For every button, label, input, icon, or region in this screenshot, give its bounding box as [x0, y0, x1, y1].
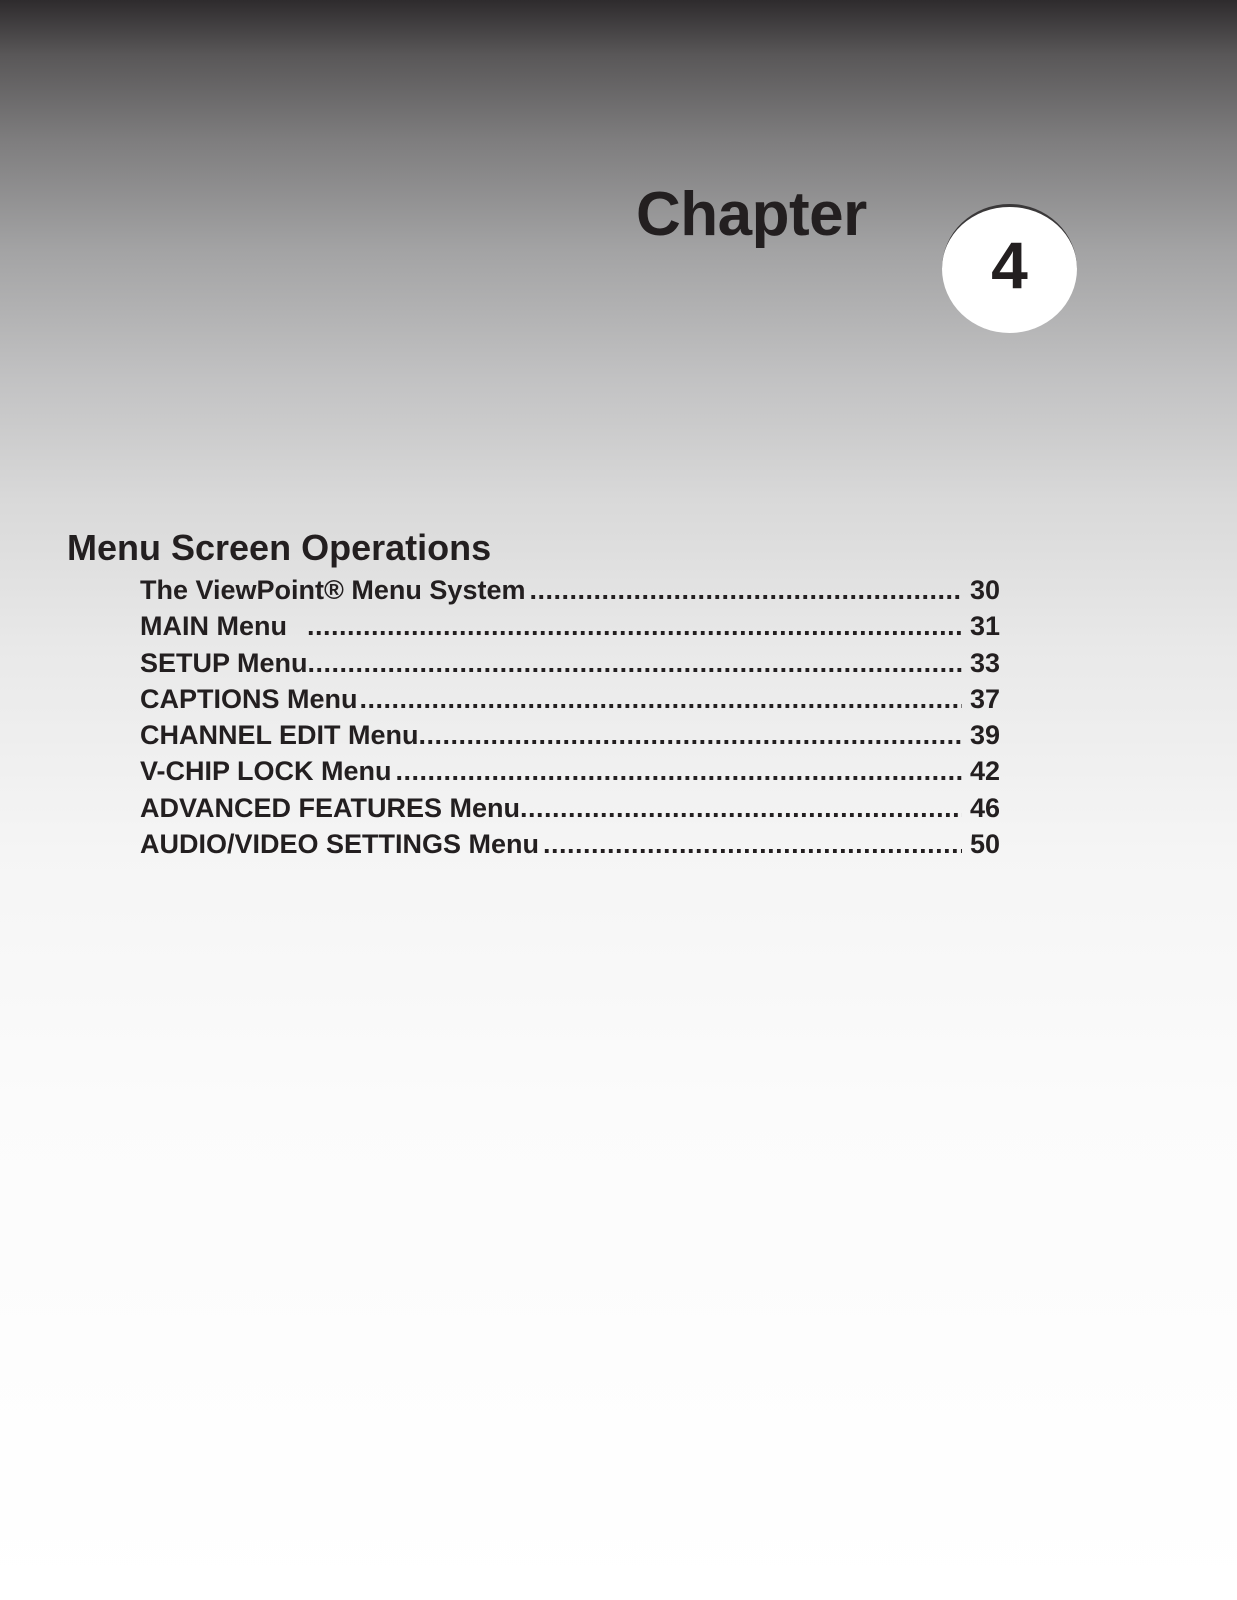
- toc-entry-title: MAIN Menu: [140, 611, 287, 642]
- toc-entry-title: CAPTIONS Menu: [140, 683, 358, 714]
- toc-entry-title: AUDIO/VIDEO SETTINGS Menu: [140, 829, 540, 860]
- toc-dot-leader: [308, 645, 962, 681]
- toc-dot-leader: [360, 681, 962, 717]
- toc-entry-title: The ViewPoint® Menu System: [140, 575, 526, 605]
- toc-entry-page: 37: [969, 683, 1000, 714]
- toc-entry-page: 30: [969, 575, 1000, 605]
- section-title: Menu Screen Operations: [67, 527, 492, 568]
- toc-entry-page: 33: [969, 647, 1000, 678]
- toc-dot-leader: [543, 826, 962, 862]
- toc-dot-leader: [419, 717, 962, 753]
- toc-entry[interactable]: [140, 608, 1000, 644]
- toc-dot-leader: [307, 608, 962, 644]
- toc-entry-page: 31: [969, 611, 1000, 642]
- toc-entry[interactable]: [140, 645, 1000, 681]
- chapter-number: 4: [991, 228, 1028, 302]
- toc-entry[interactable]: [140, 572, 1000, 608]
- toc-entry-title: ADVANCED FEATURES Menu: [140, 792, 521, 823]
- toc-entry-page: 46: [969, 792, 1000, 823]
- chapter-number-badge: [942, 204, 1077, 333]
- toc-entry-page: 42: [969, 756, 1000, 787]
- toc-entry[interactable]: [140, 717, 1000, 753]
- toc-entry-title: V-CHIP LOCK Menu: [140, 756, 392, 787]
- toc-entry[interactable]: [140, 790, 1000, 826]
- toc-dot-leader: [520, 790, 962, 826]
- toc-entry[interactable]: [140, 826, 1000, 862]
- toc-entry-title: CHANNEL EDIT Menu: [140, 720, 419, 751]
- toc-entry-page: 39: [969, 720, 1000, 751]
- toc-dot-leader: [396, 753, 962, 789]
- toc-entry-page: 50: [969, 829, 1000, 860]
- toc-entry[interactable]: [140, 753, 1000, 789]
- toc-entry[interactable]: [140, 681, 1000, 717]
- toc-entry-title: SETUP Menu: [140, 647, 308, 678]
- toc-dot-leader: [529, 572, 962, 608]
- chapter-label: Chapter: [636, 180, 867, 249]
- table-of-contents: [140, 572, 1000, 862]
